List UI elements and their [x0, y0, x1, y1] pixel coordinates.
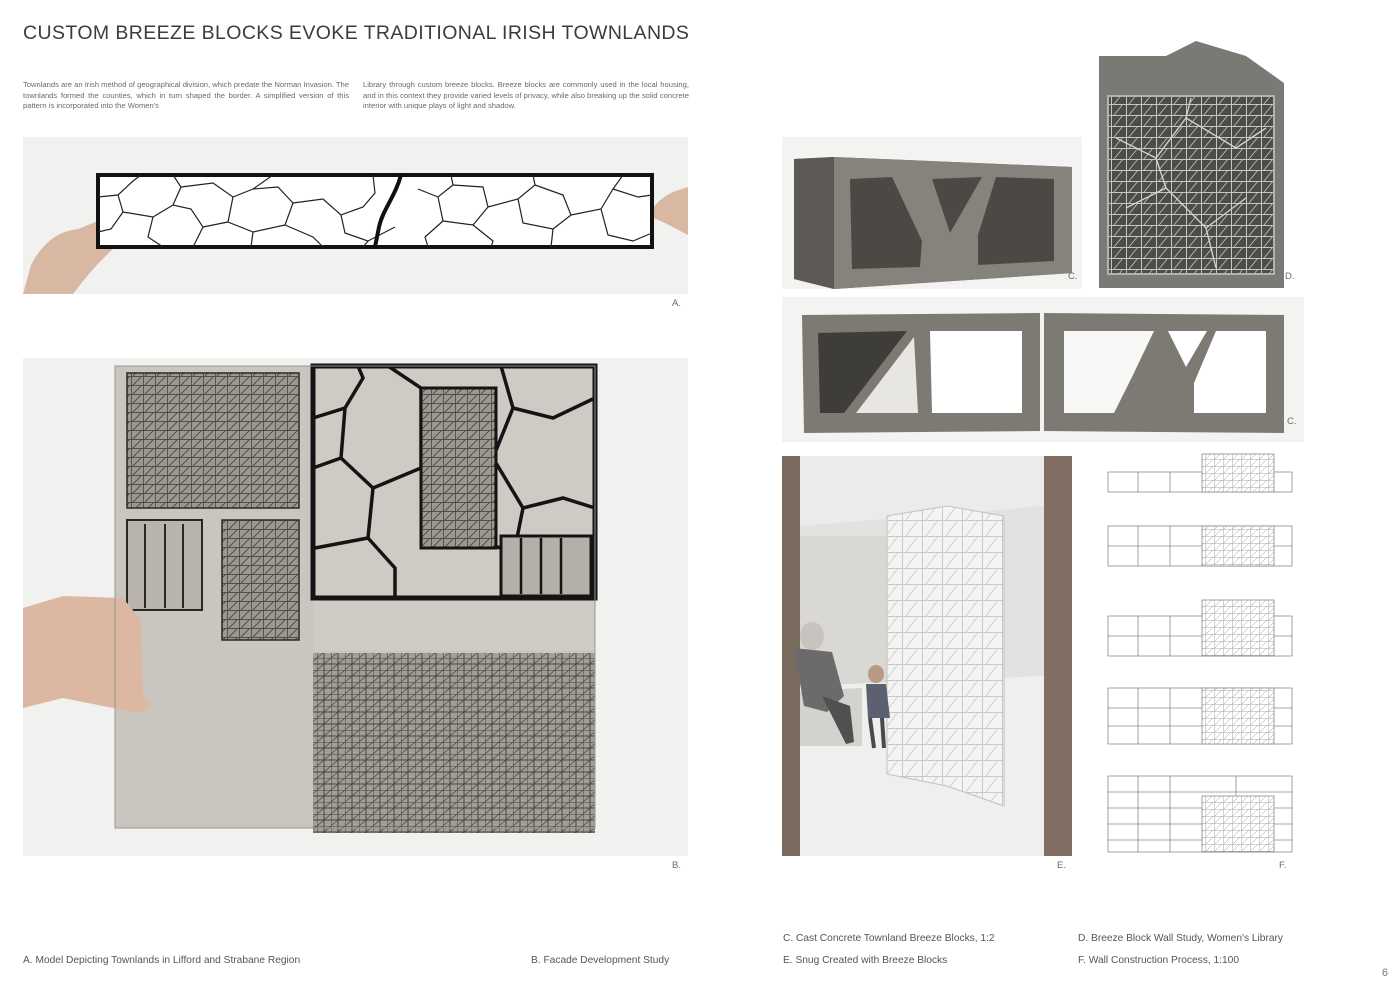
figure-e-tag: E. — [1057, 860, 1066, 871]
caption-f: F. Wall Construction Process, 1:100 — [1078, 955, 1239, 966]
figure-a-tag: A. — [672, 298, 681, 309]
figure-a-townland-model — [23, 137, 688, 294]
figure-b-facade-study — [23, 358, 688, 856]
intro-text-left: Townlands are an Irish method of geographical division, which predate the Norman Invasion. The townlands formed the counties, which in turn shaped the border. A simplified version of this pattern is incorporated into the Women's — [23, 80, 349, 111]
intro-text-right: Library through custom breeze blocks. Breeze blocks are commonly used in the local housing, and in this context they provide varied levels of privacy, while also breaking up the solid concrete interior with unique plays of light and shadow. — [363, 80, 689, 111]
caption-d: D. Breeze Block Wall Study, Women's Library — [1078, 933, 1284, 944]
caption-a: A. Model Depicting Townlands in Lifford and Strabane Region — [23, 955, 301, 966]
page-number: 6 — [1381, 967, 1388, 979]
figure-c-tag-top: C. — [1068, 271, 1078, 282]
figure-c-breeze-block-pair — [782, 297, 1304, 442]
figure-d-wall-study — [1096, 38, 1286, 290]
figure-f-construction-process — [1106, 452, 1296, 854]
figure-c-breeze-block-single — [782, 137, 1082, 289]
figure-f-tag: F. — [1279, 860, 1287, 871]
figure-e-snug-render — [782, 456, 1072, 856]
figure-b-tag: B. — [672, 860, 681, 871]
page-title: CUSTOM BREEZE BLOCKS EVOKE TRADITIONAL IRISH TOWNLANDS — [23, 22, 690, 44]
caption-b: B. Facade Development Study — [531, 955, 670, 966]
caption-e: E. Snug Created with Breeze Blocks — [783, 955, 948, 966]
figure-d-tag: D. — [1285, 271, 1295, 282]
figure-c-tag-bottom: C. — [1287, 416, 1297, 427]
caption-c: C. Cast Concrete Townland Breeze Blocks, 1:2 — [783, 933, 995, 944]
